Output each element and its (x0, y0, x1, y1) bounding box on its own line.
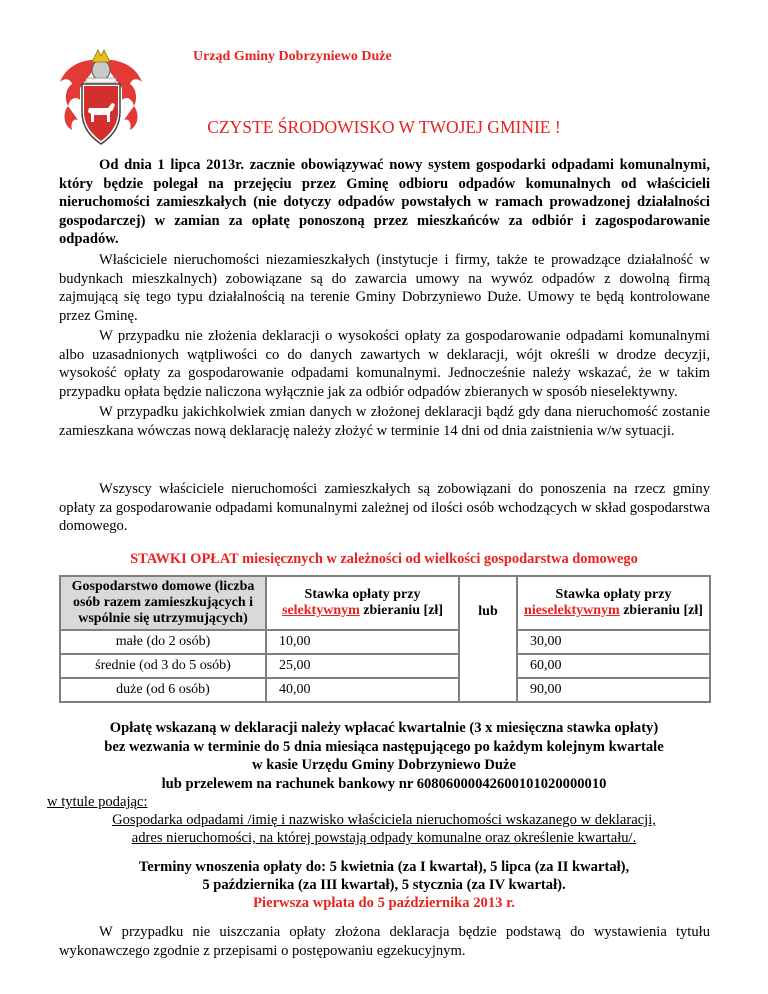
rates-title: STAWKI OPŁAT miesięcznych w zależności od wielkości gospodarstwa domowego (130, 551, 638, 567)
header-nonselective-pre: Stawka opłaty przy (555, 587, 672, 602)
payment-line-3: w kasie Urzędu Gminy Dobrzyniewo Duże (252, 757, 516, 773)
lub-label: lub (459, 576, 517, 702)
row-category: duże (od 6 osób) (60, 678, 266, 702)
header-nonselective-post: zbieraniu [zł] (619, 603, 703, 618)
page-title: CZYSTE ŚRODOWISKO W TWOJEJ GMINIE ! (207, 117, 561, 137)
row-nonselective: 90,00 (517, 678, 710, 702)
paragraph-new-system: Od dnia 1 lipca 2013r. zacznie obowiązywać nowy system gospodarki odpadami komunalnymi, który będzie polegał na przejęciu przez Gminę odbioru odpadów komunalnych od właścicieli nieruchomości zamieszkałych (nie dotyczy odpadów powstałych w ramach prowadzonej działalności gospodarczej) w zamian za opłatę ponoszoną przez mieszkańców za odbiór i zagospodarowanie odpadów. (59, 157, 710, 247)
first-payment: Pierwsza wpłata do 5 października 2013 r. (253, 895, 515, 911)
office-name: Urząd Gminy Dobrzyniewo Duże (193, 49, 392, 64)
header-nonselective-word: nieselektywnym (524, 603, 620, 618)
paragraph-closing: W przypadku nie uiszczania opłaty złożona deklaracja będzie podstawą do wystawienia tytułu wykonawczego zgodnie z przepisami o postępowaniu egzekucyjnym. (59, 924, 710, 959)
title-label: w tytule podając: (47, 794, 148, 810)
row-nonselective: 30,00 (517, 630, 710, 654)
title-line-1: Gospodarka odpadami /imię i nazwisko właściciela nieruchomości wskazanego w deklaracji, (112, 812, 656, 828)
table-row (60, 678, 710, 702)
header-household: Gospodarstwo domowe (liczba osób razem zamieszkujących i wspólnie się utrzymujących) (60, 576, 266, 630)
deadlines-line-1: Terminy wnoszenia opłaty do: 5 kwietnia (za I kwartał), 5 lipca (za II kwartał), (138, 859, 630, 875)
row-selective: 10,00 (266, 630, 459, 654)
rates-header-row (60, 576, 710, 630)
table-row (60, 654, 710, 678)
rates-table (59, 575, 711, 703)
bank-account: lub przelewem na rachunek bankowy nr 60806000042600101020000010 (161, 776, 607, 792)
row-category: małe (do 2 osób) (60, 630, 266, 654)
paragraph-no-declaration: W przypadku nie złożenia deklaracji o wysokości opłaty za gospodarowanie odpadami komunalnymi albo uzasadnionych wątpliwości co do danych zawartych w deklaracji, wójt określi w drodze decyzji, wysokość opłaty za gospodarowanie odpadami komunalnymi. Jednocześnie należy wskazać, że w takim przypadku opłata będzie naliczona wyłącznie jak za odbiór odpadów zbieranych w sposób nieselektywny. (59, 328, 710, 400)
header-nonselective (517, 576, 710, 630)
payment-line-1: Opłatę wskazaną w deklaracji należy wpłacać kwartalnie (3 x miesięczna stawka opłaty) (109, 720, 659, 736)
row-selective: 25,00 (266, 654, 459, 678)
deadlines-line-2: 5 października (za III kwartał), 5 stycznia (za IV kwartał). (202, 877, 566, 893)
row-category: średnie (od 3 do 5 osób) (60, 654, 266, 678)
header-selective (266, 576, 459, 630)
row-selective: 40,00 (266, 678, 459, 702)
paragraph-changes: W przypadku jakichkolwiek zmian danych w złożonej deklaracji bądź gdy dana nieruchomość zostanie zamieszkana wówczas nową deklarację należy złożyć w terminie 14 dni od dnia zaistnienia w/w sytuacji. (59, 404, 710, 439)
header-selective-post: zbieraniu [zł] (359, 603, 443, 618)
row-nonselective: 60,00 (517, 654, 710, 678)
table-row (60, 630, 710, 654)
paragraph-non-residential: Właściciele nieruchomości niezamieszkałych (instytucje i firmy, także te prowadzące działalność w budynkach mieszkalnych) zobowiązane są do zawarcia umowy na wywóz odpadów z dowolną firmą zajmującą się tego typu działalnością na terenie Gminy Dobrzyniewo Duże. Umowy te będą kontrolowane przez Gminę. (59, 252, 710, 324)
paragraph-all-owners: Wszyscy właściciele nieruchomości zamieszkałych są zobowiązani do ponoszenia na rzecz gminy opłaty za gospodarowanie odpadami komunalnymi zależnej od ilości osób wchodzących w skład gospodarstwa domowego. (59, 481, 710, 534)
title-line-2: adres nieruchomości, na której powstają odpady komunalne oraz określenie kwartału/. (131, 830, 637, 846)
header-selective-pre: Stawka opłaty przy (304, 587, 421, 602)
header-selective-word: selektywnym (282, 603, 360, 618)
payment-line-2: bez wezwania w terminie do 5 dnia miesiąca następującego po każdym kolejnym kwartale (104, 739, 664, 755)
